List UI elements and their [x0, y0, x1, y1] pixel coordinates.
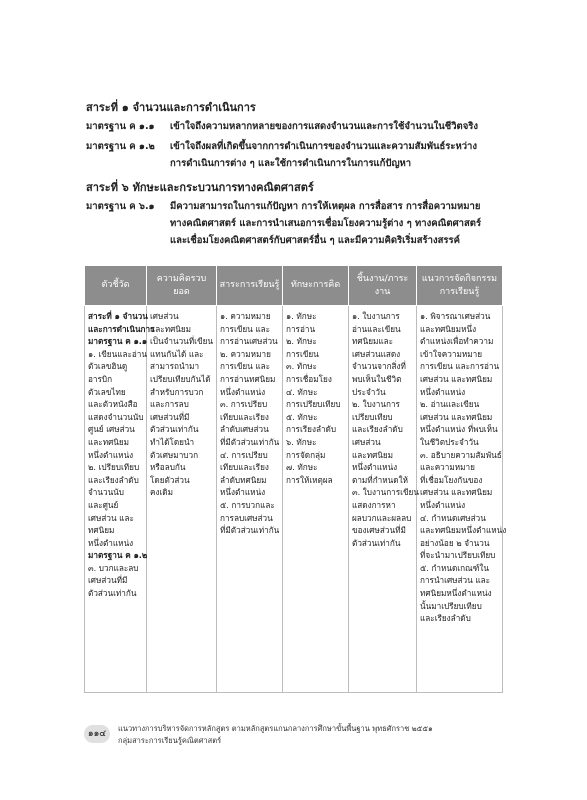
cell-line: คงเดิม	[150, 487, 173, 498]
concept-cell	[147, 306, 217, 693]
cell-line: ๓. บวกและลบ	[88, 562, 139, 573]
indicator-cell	[85, 306, 155, 693]
cell-line: ๒. อ่านและเขียน	[420, 399, 480, 410]
cell-line: แสดงการหา	[352, 499, 396, 510]
cell-line: เศษส่วน	[352, 436, 381, 447]
cell-line: หรือลบกัน	[150, 462, 186, 473]
cell-line: ๑. ทักษะ	[286, 311, 317, 321]
cell-line: เศษส่วนที่มี	[150, 411, 190, 422]
page-number: ๑๑๔	[84, 725, 110, 743]
cell-line: ลำดับเศษส่วน	[220, 424, 269, 435]
cell-line: ๓. การเปรียบ	[220, 399, 268, 410]
cell-line: ที่จะนำมาเปรียบเทียบ	[420, 550, 496, 561]
standard-code: มาตรฐาน ค ๑.๒	[86, 141, 155, 152]
cell-line: แทนกันได้ และ	[150, 348, 204, 359]
cell-line: ตำแหน่งเพื่อทำความ	[420, 336, 494, 347]
cell-line: และการลบ	[150, 399, 189, 410]
cell-line: จำนวนนับ	[88, 487, 124, 498]
cell-line: อ่านและเขียน	[352, 323, 401, 334]
cell-line: การเชื่อมโยง	[286, 373, 332, 384]
cell-line: การเรียงลำดับ	[286, 424, 337, 435]
cell-line: ทศนิยมหนึ่งตำแหน่ง	[420, 588, 492, 599]
header-concept: ความคิดรวบยอด	[147, 266, 217, 306]
cell-line: การเปรียบเทียบ	[286, 399, 341, 410]
cell-line: การอ่านทศนิยม	[220, 373, 276, 384]
cell-line: การลบเศษส่วน	[220, 512, 273, 523]
learning-plan-table	[84, 265, 507, 693]
cell-line: ๔. การเปรียบ	[220, 449, 268, 460]
cell-line: และเรียงลำดับ	[352, 424, 403, 435]
footer-subtitle: กลุ่มสาระการเรียนรู้คณิตศาสตร์	[118, 736, 222, 745]
cell-line: เศษส่วน และทศนิยม	[420, 373, 493, 384]
cell-line: ๒. เปรียบเทียบ	[88, 462, 140, 473]
cell-line: นั้นมาเปรียบเทียบ	[420, 600, 482, 611]
header-content: สาระการเรียนรู้	[217, 266, 283, 306]
cell-line: ๒. ความหมาย	[220, 348, 271, 359]
cell-line: ทำได้โดยนำ	[150, 436, 195, 447]
cell-line: ผลบวกและผลลบ	[352, 512, 412, 523]
cell-line: สาระที่ ๑ จำนวน	[88, 311, 148, 321]
cell-line: การจัดกลุ่ม	[286, 449, 326, 460]
cell-line: ตัวส่วนเท่ากัน	[352, 537, 401, 548]
cell-line: ๓. ใบงานการเขียน	[352, 487, 419, 498]
cell-line: ทศนิยม	[88, 525, 115, 536]
cell-line: ๓. อธิบายความสัมพันธ์	[420, 449, 502, 460]
cell-line: ในชีวิตประจำวัน	[420, 436, 479, 447]
tasks-cell	[349, 306, 417, 693]
cell-line: ตามที่กำหนดให้	[352, 474, 408, 485]
cell-line: เศษส่วน และ	[88, 512, 134, 523]
cell-line: การเขียน	[286, 348, 319, 359]
standard-code: มาตรฐาน ค ๑.๑	[86, 121, 155, 132]
standard-text: มีความสามารถในการแก้ปัญหา การให้เหตุผล การสื่อสาร การสื่อความหมาย ทางคณิตศาสตร์ และการนำเสนอการเชื่อมโยงความรู้ต่าง ๆ ทางคณิตศาสตร์ และเชื่อมโยงคณิตศาสตร์กับศาสตร์อื่น ๆ และมีความคิดริเริ่มสร้างสรรค์	[170, 201, 482, 246]
header-indicator: ตัวชี้วัด	[85, 266, 147, 306]
cell-line: ของเศษส่วนที่มี	[352, 525, 406, 536]
standard-code: มาตรฐาน ค ๖.๑	[86, 201, 155, 212]
cell-line: ตัวส่วนเท่ากัน	[88, 588, 137, 599]
cell-line: และความหมาย	[420, 462, 475, 473]
thinking-skills-cell	[283, 306, 349, 693]
cell-line: สำหรับการบวก	[150, 386, 204, 397]
header-tasks: ชิ้นงาน/ภาระงาน	[349, 266, 417, 306]
cell-line: ๒. ทักษะ	[286, 336, 317, 347]
cell-line: จำนวนจากสิ่งที่	[352, 361, 406, 372]
cell-line: ที่มีตัวส่วนเท่ากัน	[220, 436, 280, 447]
strand-1-title: สาระที่ ๑ จำนวนและการดำเนินการ	[86, 101, 256, 114]
cell-line: ๔. ทักษะ	[286, 386, 318, 397]
cell-line: เป็นจำนวนที่เขียน	[150, 336, 213, 347]
cell-line: เศษส่วน และทศนิยม	[420, 411, 493, 422]
cell-line: เศษส่วนแสดง	[352, 348, 401, 359]
cell-line: ๕. ทักษะ	[286, 411, 318, 422]
cell-line: การเขียน และ	[220, 323, 271, 334]
cell-line: ที่มีตัวส่วนเท่ากัน	[220, 525, 280, 536]
cell-line: เปรียบเทียบ	[352, 411, 393, 422]
cell-line: และทศนิยม	[150, 323, 192, 334]
cell-line: การเขียน และการอ่าน	[420, 361, 500, 372]
cell-line: ๓. ทักษะ	[286, 361, 317, 372]
cell-line: อารบิก	[88, 373, 113, 384]
cell-line: ๕. การบวกและ	[220, 499, 275, 510]
cell-line: หนึ่งตำแหน่ง	[220, 487, 266, 498]
cell-line: โดยตัวส่วน	[150, 474, 190, 485]
standard-text: เข้าใจถึงความหลากหลายของการแสดงจำนวนและการใช้จำนวนในชีวิตจริง	[170, 121, 479, 132]
footer-title: แนวทางการบริหารจัดการหลักสูตร ตามหลักสูตรแกนกลางการศึกษาขั้นพื้นฐาน พุทธศักราช ๒๕๕๑	[118, 724, 433, 733]
cell-line: และเรียงลำดับ	[420, 613, 471, 624]
cell-line: แสดงจำนวนนับ	[88, 411, 144, 422]
content-cell	[217, 306, 283, 693]
standard-text: เข้าใจถึงผลที่เกิดขึ้นจากการดำเนินการของจำนวนและความสัมพันธ์ระหว่าง การดำเนินการต่าง ๆ และใช้การดำเนินการในการแก้ปัญหา	[170, 141, 478, 169]
cell-line: และตัวหนังสือ	[88, 399, 138, 410]
cell-line: ๑. ความหมาย	[220, 311, 271, 321]
cell-line: หนึ่งตำแหน่ง	[88, 449, 134, 460]
cell-line: ตัวเศษมาบวก	[150, 449, 199, 460]
cell-line: ที่เชื่อมโยงกันของ	[420, 474, 483, 485]
header-activities: แนวการจัดกิจกรรมการเรียนรู้	[417, 266, 503, 306]
cell-line: อย่างน้อย ๒ จำนวน	[420, 537, 490, 548]
cell-line: การนำเศษส่วน และ	[420, 575, 491, 586]
cell-line: มาตรฐาน ค ๑.๑	[88, 336, 148, 347]
table-header-row	[85, 266, 503, 306]
cell-line: ตัวเลขไทย	[88, 386, 126, 397]
cell-line: ประจำวัน	[352, 386, 386, 397]
cell-line: ๗. ทักษะ	[286, 462, 318, 473]
cell-line: และศูนย์	[88, 499, 119, 510]
cell-line: ๖. ทักษะ	[286, 436, 317, 447]
cell-line: เศษส่วน	[150, 311, 179, 321]
cell-line: หนึ่งตำแหน่ง	[420, 499, 466, 510]
header-thinking-skills: ทักษะการคิด	[283, 266, 349, 306]
activities-cell	[417, 306, 507, 693]
cell-line: เศษส่วน และทศนิยม	[420, 487, 493, 498]
cell-line: ๑. เขียนและอ่าน	[88, 348, 147, 359]
cell-line: สามารถนำมา	[150, 361, 200, 372]
cell-line: และทศนิยมหนึ่งตำแหน่ง	[420, 525, 507, 536]
cell-line: ๔. กำหนดเศษส่วน	[420, 512, 486, 523]
cell-line: ๑. พิจารณาเศษส่วน	[420, 311, 491, 321]
cell-line: หนึ่งตำแหน่ง	[220, 386, 266, 397]
cell-line: ลำดับทศนิยม	[220, 474, 267, 485]
cell-line: และทศนิยม	[352, 449, 394, 460]
cell-line: ๕. กำหนดเกณฑ์ใน	[420, 562, 490, 573]
cell-line: หนึ่งตำแหน่ง	[88, 537, 134, 548]
cell-line: หนึ่งตำแหน่ง ที่พบเห็น	[420, 424, 498, 435]
cell-line: การอ่านเศษส่วน	[220, 336, 278, 347]
cell-line: และทศนิยม	[88, 436, 130, 447]
cell-line: การเขียน และ	[220, 361, 271, 372]
curriculum-table	[84, 265, 507, 693]
cell-line: ตัวเลขฮินดู	[88, 361, 128, 372]
cell-line: มาตรฐาน ค ๑.๒	[88, 550, 148, 561]
cell-line: การอ่าน	[286, 323, 316, 334]
cell-line: ทศนิยมและ	[352, 336, 394, 347]
cell-line: และเรียงลำดับ	[88, 474, 139, 485]
cell-line: การให้เหตุผล	[286, 474, 333, 485]
cell-line: พบเห็นในชีวิต	[352, 373, 402, 384]
cell-line: เทียบและเรียง	[220, 411, 269, 422]
cell-line: ศูนย์ เศษส่วน	[88, 424, 135, 435]
cell-line: หนึ่งตำแหน่ง	[420, 386, 466, 397]
cell-line: เปรียบเทียบกันได้	[150, 373, 211, 384]
cell-line: ๑. ใบงานการ	[352, 311, 400, 321]
table-row	[85, 306, 503, 693]
cell-line: เข้าใจความหมาย	[420, 348, 483, 359]
cell-line: ๒. ใบงานการ	[352, 399, 400, 410]
cell-line: ตัวส่วนเท่ากัน	[150, 424, 199, 435]
cell-line: หนึ่งตำแหน่ง	[352, 462, 398, 473]
cell-line: และการดำเนินการ	[88, 323, 155, 334]
cell-line: เทียบและเรียง	[220, 462, 269, 473]
cell-line: เศษส่วนที่มี	[88, 575, 128, 586]
cell-line: และทศนิยมหนึ่ง	[420, 323, 477, 334]
strand-6-title: สาระที่ ๖ ทักษะและกระบวนการทางคณิตศาสตร์	[86, 181, 314, 194]
